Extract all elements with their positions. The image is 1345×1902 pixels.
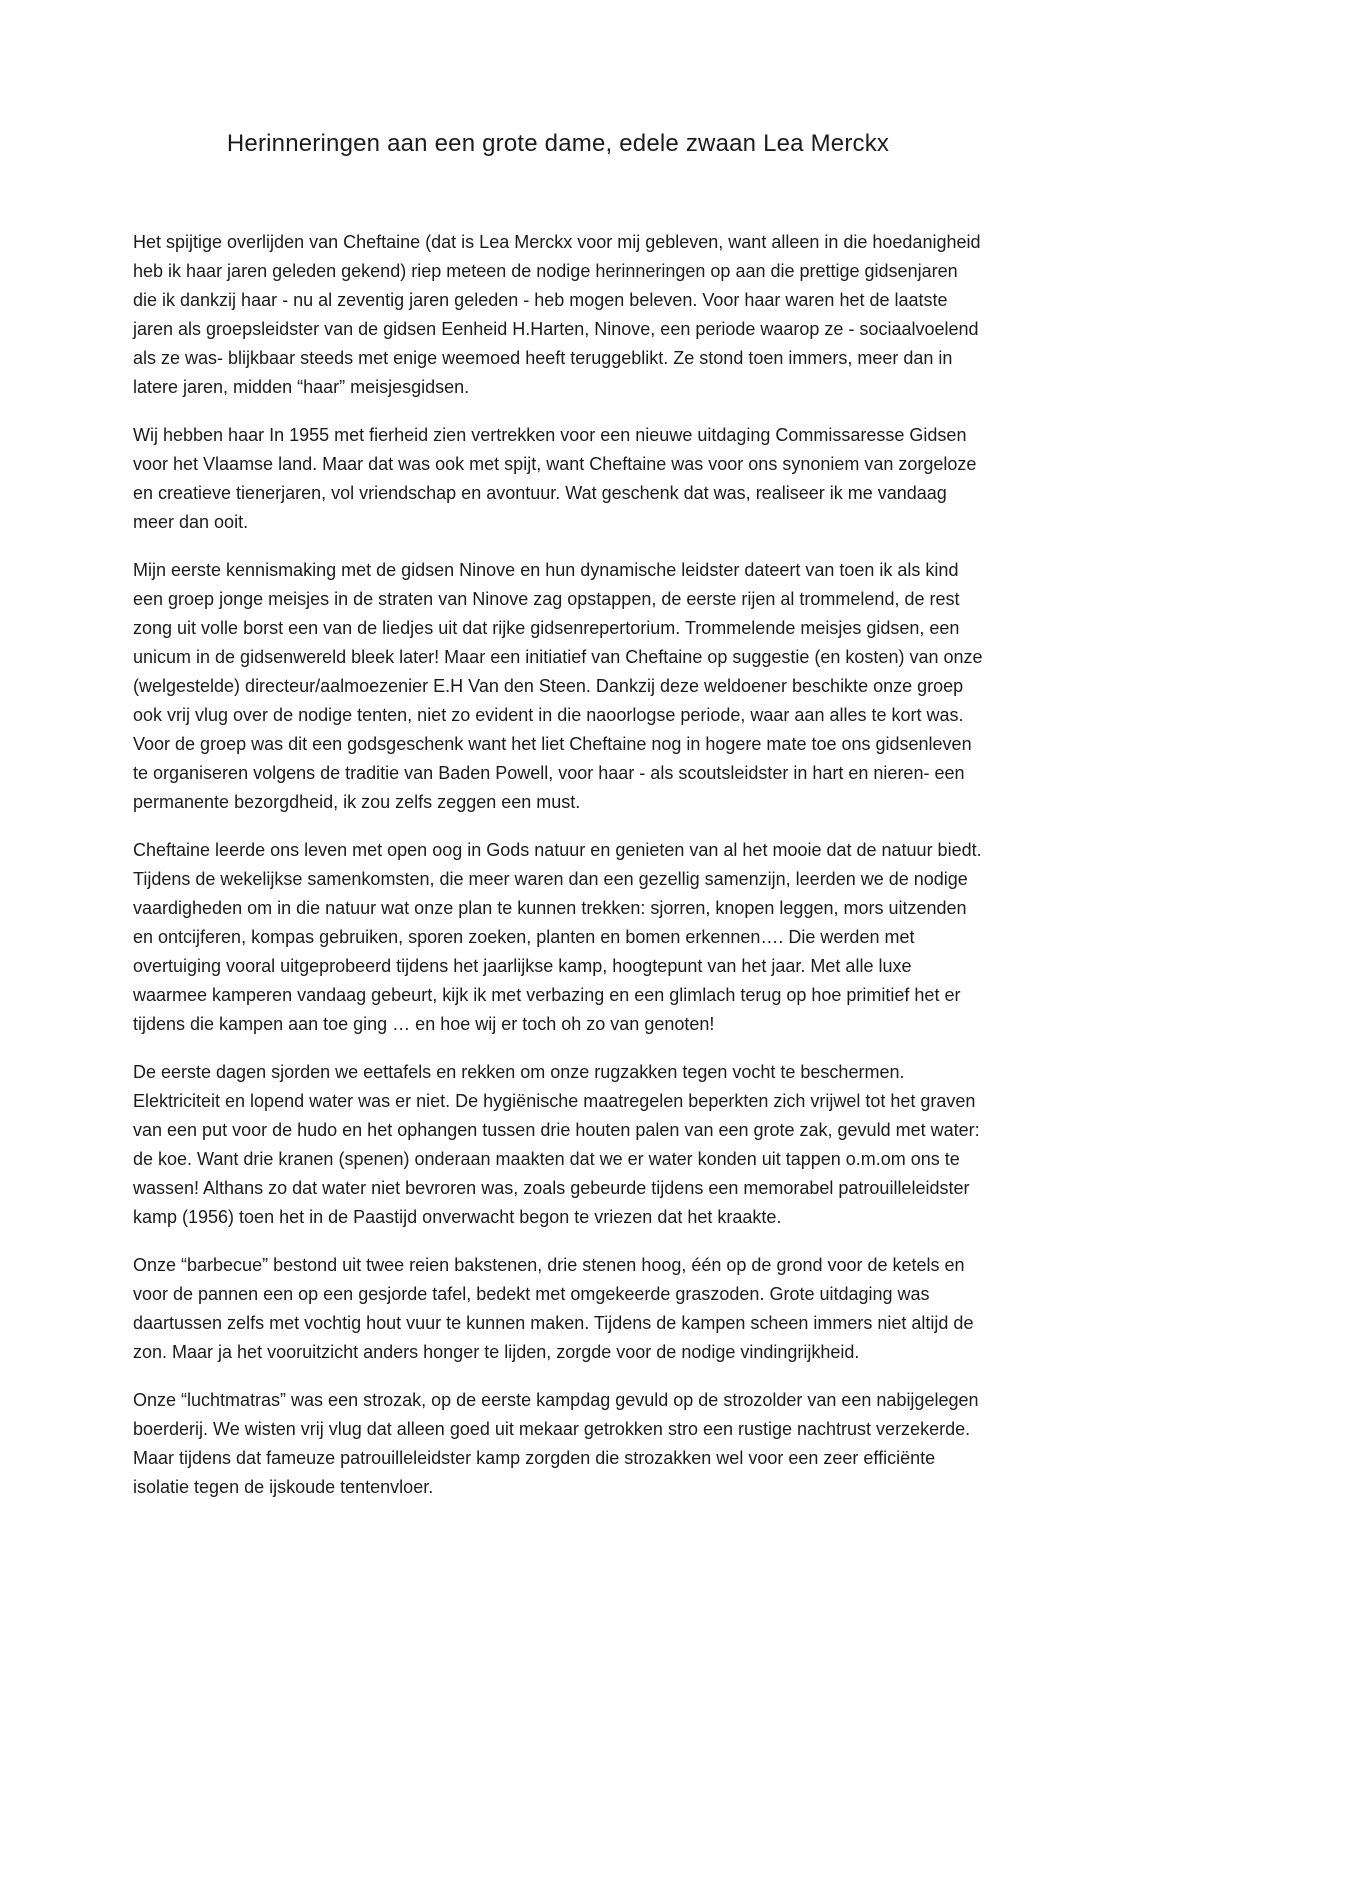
paragraph-3: Mijn eerste kennismaking met de gidsen Ninove en hun dynamische leidster dateert van toen ik als kind een groep jonge meisjes in de straten van Ninove zag opstappen, de eerste rijen al trommelend, de rest zong uit volle borst een van de liedjes uit dat rijke gidsenrepertorium. Trommelende meisjes gidsen, een unicum in de gidsenwereld bleek later! Maar een initiatief van Cheftaine op suggestie (en kosten) van onze (welgestelde) directeur/aalmoezenier E.H Van den Steen. Dankzij deze weldoener beschikte onze groep ook vrij vlug over de nodige tenten, niet zo evident in die naoorlogse periode, waar aan alles te kort was. Voor de groep was dit een godsgeschenk want het liet Cheftaine nog in hogere mate toe ons gidsenleven te organiseren volgens de traditie van Baden Powell, voor haar - als scoutsleidster in hart en nieren- een permanente bezorgdheid, ik zou zelfs zeggen een must. (133, 560, 983, 812)
document-content (133, 130, 983, 1521)
paragraph-6: Onze “barbecue” bestond uit twee reien bakstenen, drie stenen hoog, één op de grond voor de ketels en voor de pannen een op een gesjorde tafel, bedekt met omgekeerde graszoden. Grote uitdaging was daartussen zelfs met vochtig hout vuur te kunnen maken. Tijdens de kampen scheen immers niet altijd de zon. Maar ja het vooruitzicht anders honger te lijden, zorgde voor de nodige vindingrijkheid. (133, 1255, 974, 1362)
paragraph-7: Onze “luchtmatras” was een strozak, op de eerste kampdag gevuld op de strozolder van een nabijgelegen boerderij. We wisten vrij vlug dat alleen goed uit mekaar getrokken stro een rustige nachtrust verzekerde. Maar tijdens dat fameuze patrouilleleidster kamp zorgden die strozakken wel voor een zeer efficiënte isolatie tegen de ijskoude tentenvloer. (133, 1390, 979, 1497)
document-title: Herinneringen aan een grote dame, edele zwaan Lea Merckx (226, 130, 890, 157)
paragraph-1: Het spijtige overlijden van Cheftaine (dat is Lea Merckx voor mij gebleven, want alleen in die hoedanigheid heb ik haar jaren geleden gekend) riep meteen de nodige herinneringen op aan die prettige gidsenjaren die ik dankzij haar - nu al zeventig jaren geleden - heb mogen beleven. Voor haar waren het de laatste jaren als groepsleidster van de gidsen Eenheid H.Harten, Ninove, een periode waarop ze - sociaalvoelend als ze was- blijkbaar steeds met enige weemoed heeft teruggeblikt. Ze stond toen immers, meer dan in latere jaren, midden “haar” meisjesgidsen. (133, 232, 981, 397)
paragraph-5: De eerste dagen sjorden we eettafels en rekken om onze rugzakken tegen vocht te beschermen. Elektriciteit en lopend water was er niet. De hygiënische maatregelen beperkten zich vrijwel tot het graven van een put voor de hudo en het ophangen tussen drie houten palen van een grote zak, gevuld met water: de koe. Want drie kranen (spenen) onderaan maakten dat we er water konden uit tappen o.m.om ons te wassen! Althans zo dat water niet bevroren was, zoals gebeurde tijdens een memorabel patrouilleleidster kamp (1956) toen het in de Paastijd onverwacht begon te vriezen dat het kraakte. (133, 1062, 980, 1227)
paragraph-2: Wij hebben haar In 1955 met fierheid zien vertrekken voor een nieuwe uitdaging Commissaresse Gidsen voor het Vlaamse land. Maar dat was ook met spijt, want Cheftaine was voor ons synoniem van zorgeloze en creatieve tienerjaren, vol vriendschap en avontuur. Wat geschenk dat was, realiseer ik me vandaag meer dan ooit. (133, 425, 977, 532)
paragraph-4: Cheftaine leerde ons leven met open oog in Gods natuur en genieten van al het mooie dat de natuur biedt. Tijdens de wekelijkse samenkomsten, die meer waren dan een gezellig samenzijn, leerden we de nodige vaardigheden om in die natuur wat onze plan te kunnen trekken: sjorren, knopen leggen, mors uitzenden en ontcijferen, kompas gebruiken, sporen zoeken, planten en bomen erkennen…. Die werden met overtuiging vooral uitgeprobeerd tijdens het jaarlijkse kamp, hoogtepunt van het jaar. Met alle luxe waarmee kamperen vandaag gebeurt, kijk ik met verbazing en een glimlach terug op hoe primitief het er tijdens die kampen aan toe ging … en hoe wij er toch oh zo van genoten! (133, 840, 982, 1034)
